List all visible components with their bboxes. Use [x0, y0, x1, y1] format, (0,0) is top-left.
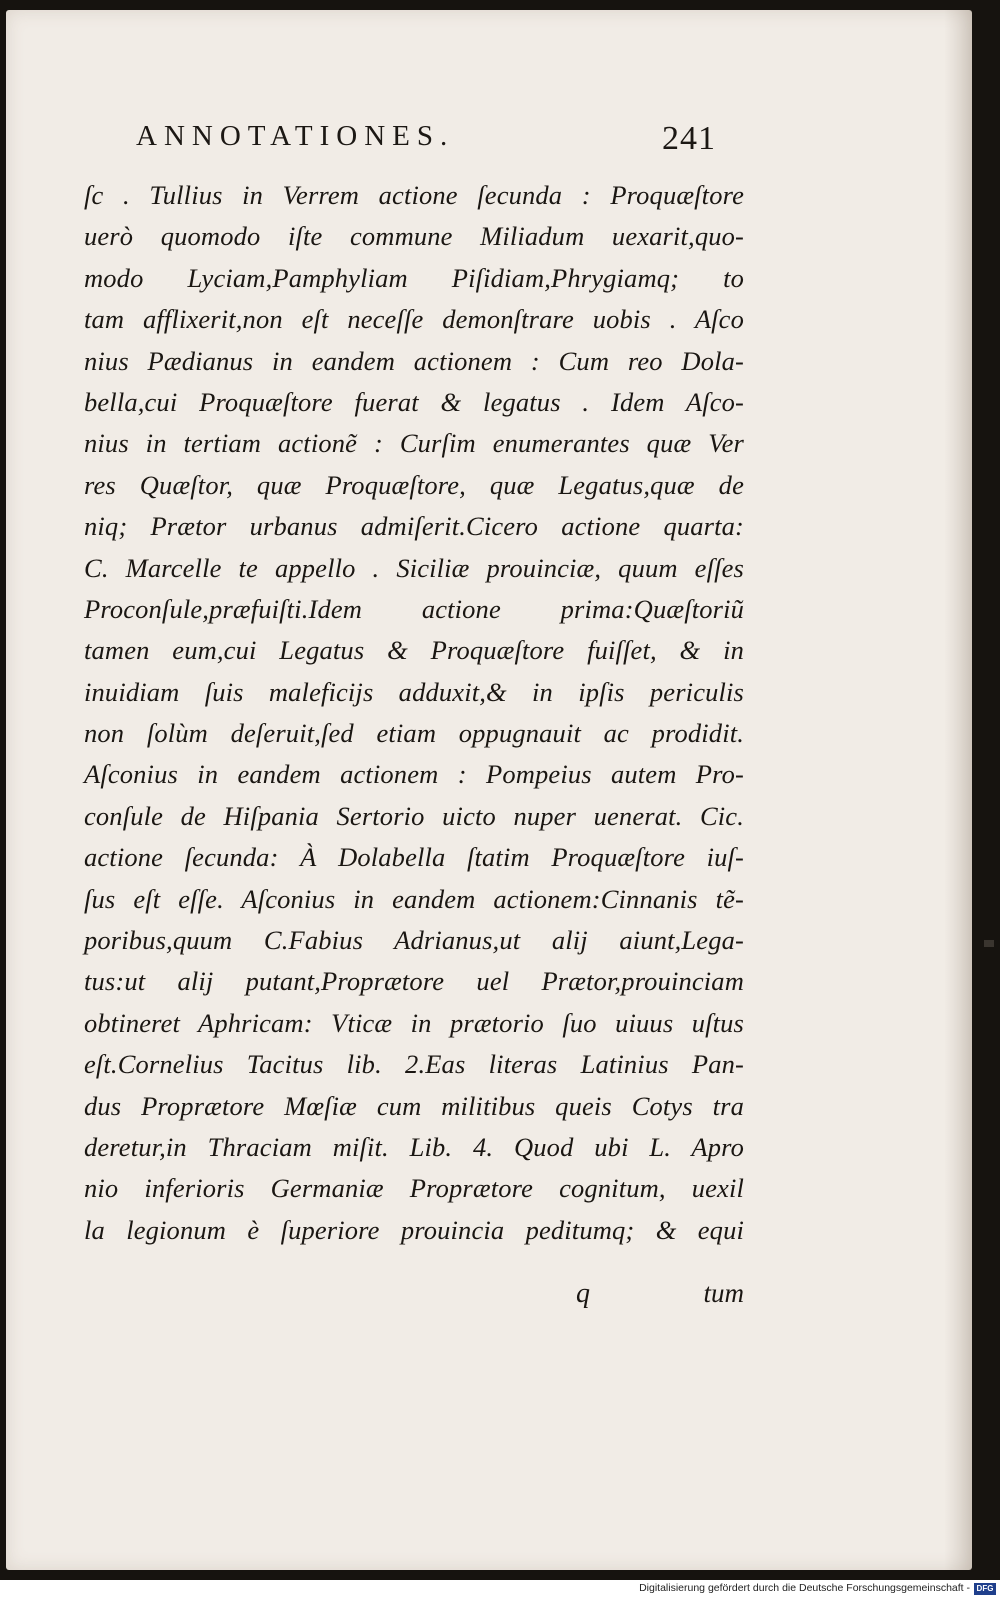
- book-page: [6, 10, 972, 1570]
- text-line: bella,cui Proquæſtore fuerat & legatus . Idem Aſco-: [84, 386, 744, 417]
- digitization-credit: Digitalisierung gefördert durch die Deutsche Forschungsgemeinschaft -: [639, 1582, 970, 1594]
- body-text: [84, 175, 744, 1251]
- text-line: tamen eum,cui Legatus & Proquæſtore fuiſſet, & in: [84, 635, 744, 666]
- running-head: [136, 120, 716, 164]
- credit-bar: [0, 1580, 1000, 1599]
- text-line: nius Pædianus in eandem actionem : Cum reo Dola-: [84, 345, 744, 376]
- text-line: tus:ut alij putant,Proprætore uel Prætor,prouinciam: [84, 966, 744, 997]
- text-line: non ſolùm deſeruit,ſed etiam oppugnauit ac prodidit.: [84, 718, 744, 749]
- text-line: modo Lyciam,Pamphyliam Piſidiam,Phrygiamq; to: [84, 262, 744, 293]
- text-line: nius in tertiam actionẽ : Curſim enumerantes quæ Ver: [84, 428, 744, 459]
- text-line: deretur,in Thraciam miſit. Lib. 4. Quod ubi L. Apro: [84, 1131, 744, 1162]
- page-footer: [84, 1278, 744, 1320]
- text-line: actione ſecunda: À Dolabella ſtatim Proquæſtore iuſ-: [84, 842, 744, 873]
- text-line: nio inferioris Germaniæ Proprætore cognitum, uexil: [84, 1173, 744, 1204]
- page-number: 241: [662, 120, 716, 157]
- text-line: ſus eſt eſſe. Aſconius in eandem actionem:Cinnanis tẽ-: [84, 883, 744, 914]
- text-line: conſule de Hiſpania Sertorio uicto nuper uenerat. Cic.: [84, 800, 744, 831]
- signature-mark: q: [576, 1278, 590, 1309]
- dfg-logo: DFG: [974, 1583, 996, 1595]
- text-line: Aſconius in eandem actionem : Pompeius autem Pro-: [84, 759, 744, 790]
- text-line: Proconſule,præfuiſti.Idem actione prima:Quæſtoriũ: [84, 593, 744, 624]
- scan-edge-mark: [984, 940, 994, 947]
- text-line: obtineret Aphricam: Vticæ in prætorio ſuo uiuus uſtus: [84, 1007, 744, 1038]
- text-line: eſt.Cornelius Tacitus lib. 2.Eas literas Latinius Pan-: [84, 1049, 744, 1080]
- text-line: inuidiam ſuis maleficijs adduxit,& in ipſis periculis: [84, 676, 744, 707]
- text-line: poribus,quum C.Fabius Adrianus,ut alij aiunt,Lega-: [84, 925, 744, 956]
- text-line: la legionum è ſuperiore prouincia peditumq; & equi: [84, 1214, 744, 1245]
- catchword: tum: [703, 1278, 744, 1308]
- text-line: niq; Prætor urbanus admiſerit.Cicero actione quarta:: [84, 511, 744, 542]
- text-line: tam afflixerit,non eſt neceſſe demonſtrare uobis . Aſco: [84, 304, 744, 335]
- text-line: res Quæſtor, quæ Proquæſtore, quæ Legatus,quæ de: [84, 469, 744, 500]
- text-line: C. Marcelle te appello . Siciliæ prouinciæ, quum eſſes: [84, 552, 744, 583]
- text-line: ſc . Tullius in Verrem actione ſecunda : Proquæſtore: [84, 180, 744, 210]
- text-line: dus Proprætore Mœſiæ cum militibus queis Cotys tra: [84, 1090, 744, 1121]
- text-line: uerò quomodo iſte commune Miliadum uexarit,quo-: [84, 221, 744, 252]
- running-title: ANNOTATIONES.: [136, 120, 455, 152]
